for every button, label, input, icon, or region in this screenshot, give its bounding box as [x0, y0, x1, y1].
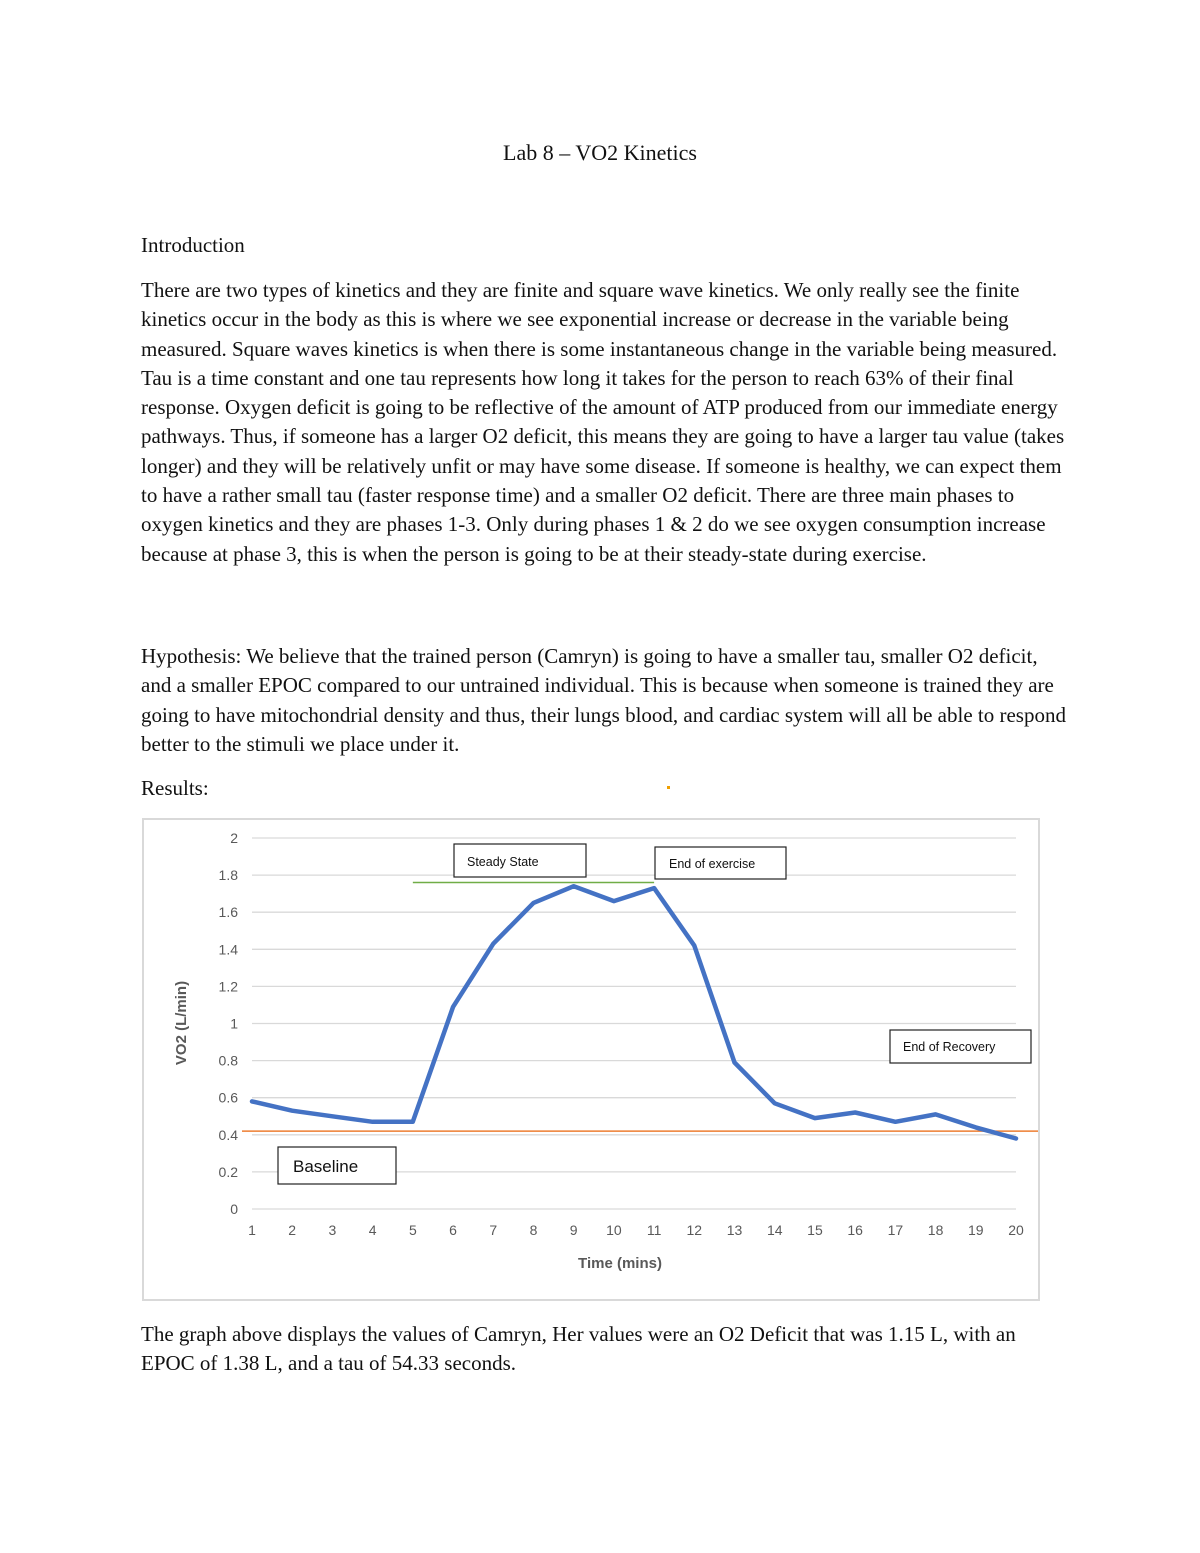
page-title: Lab 8 – VO2 Kinetics [503, 140, 697, 165]
x-axis-label: Time (mins) [578, 1255, 662, 1272]
y-axis-label: VO2 (L/min) [173, 980, 190, 1066]
x-tick-label: 19 [968, 1222, 984, 1238]
y-tick-label: 1.8 [218, 867, 238, 884]
annotation-baseline-label: Baseline [293, 1157, 359, 1176]
x-tick-label: 3 [328, 1222, 337, 1238]
y-tick-label: 1.6 [218, 904, 238, 921]
vo2-line-chart [144, 820, 1038, 1299]
vo2-series-line [252, 886, 1016, 1138]
summary-paragraph: The graph above displays the values of Camryn, Her values were an O2 Deficit that was 1.15 L, with an EPOC of 1.38 L, and a tau of 54.33 seconds. [141, 1322, 1016, 1376]
hypothesis-paragraph: Hypothesis: We believe that the trained person (Camryn) is going to have a smaller tau, smaller O2 deficit, and a smaller EPOC compared to our untrained individual. This is because when someone is trained they are going to have mitochondrial density and thus, their lungs blood, and cardiac system will all be able to respond better to the stimuli we place under it. [141, 644, 1066, 756]
x-tick-label: 14 [766, 1222, 783, 1238]
x-tick-label: 9 [569, 1222, 578, 1238]
annotation-end-of-recovery [890, 1030, 1031, 1063]
x-tick-label: 5 [408, 1222, 417, 1238]
y-tick-label: 0.4 [218, 1126, 238, 1143]
chart-frame [142, 818, 1040, 1301]
x-tick-label: 13 [726, 1222, 743, 1238]
reference-lines [242, 883, 1038, 1132]
y-tick-label: 0.2 [218, 1163, 238, 1180]
y-tick-label: 1 [230, 1015, 238, 1032]
x-tick-label: 15 [807, 1222, 823, 1238]
intro-heading: Introduction [141, 233, 245, 257]
x-tick-label: 6 [449, 1222, 457, 1238]
y-tick-label: 0.8 [218, 1052, 238, 1069]
annotation-steady-state-label: Steady State [467, 855, 539, 869]
annotation-baseline [278, 1147, 396, 1184]
intro-paragraph: There are two types of kinetics and they are finite and square wave kinetics. We only really see the finite kinetics occur in the body as this is where we see exponential increase or decrease in the variable being measured. Square waves kinetics is when there is some instantaneous change in the variable being measured. Tau is a time constant and one tau represents how long it takes for the person to reach 63% of their final response. Oxygen deficit is going to be reflective of the amount of ATP produced from our immediate energy pathways. Thus, if someone has a larger O2 deficit, this means they are going to have a larger tau value (takes longer) and they will be relatively unfit or may have some disease. If someone is healthy, we can expect them to have a rather small tau (faster response time) and a smaller O2 deficit. There are three main phases to oxygen kinetics and they are phases 1-3. Only during phases 1 & 2 do we see oxygen consumption increase because at phase 3, this is when the person is going to be at their steady-state during exercise. [141, 278, 1065, 566]
series-layer [252, 886, 1016, 1138]
x-tick-label: 17 [887, 1222, 904, 1238]
annotation-end-of-recovery-label: End of Recovery [903, 1040, 996, 1054]
y-tick-label: 1.2 [218, 978, 238, 995]
y-tick-label: 2 [230, 830, 238, 846]
x-tick-label: 11 [646, 1222, 662, 1238]
x-tick-label: 10 [606, 1222, 622, 1238]
x-tick-label: 1 [248, 1222, 256, 1238]
annotation-end-of-exercise [655, 847, 786, 879]
stray-mark [667, 786, 670, 789]
x-tick-label: 2 [288, 1222, 297, 1238]
x-tick-label: 18 [927, 1222, 944, 1238]
x-tick-label: 8 [529, 1222, 538, 1238]
results-heading: Results: [141, 776, 209, 800]
annotation-end-of-exercise-label: End of exercise [669, 857, 756, 871]
y-tick-label: 0 [230, 1201, 238, 1217]
x-tick-label: 16 [847, 1222, 863, 1238]
y-tick-label: 0.6 [218, 1089, 238, 1106]
annotation-steady-state [454, 844, 586, 877]
x-tick-label: 12 [686, 1222, 703, 1238]
x-tick-label: 4 [368, 1222, 377, 1238]
y-tick-label: 1.4 [218, 941, 238, 958]
x-tick-label: 20 [1008, 1222, 1024, 1238]
x-tick-label: 7 [489, 1222, 498, 1238]
